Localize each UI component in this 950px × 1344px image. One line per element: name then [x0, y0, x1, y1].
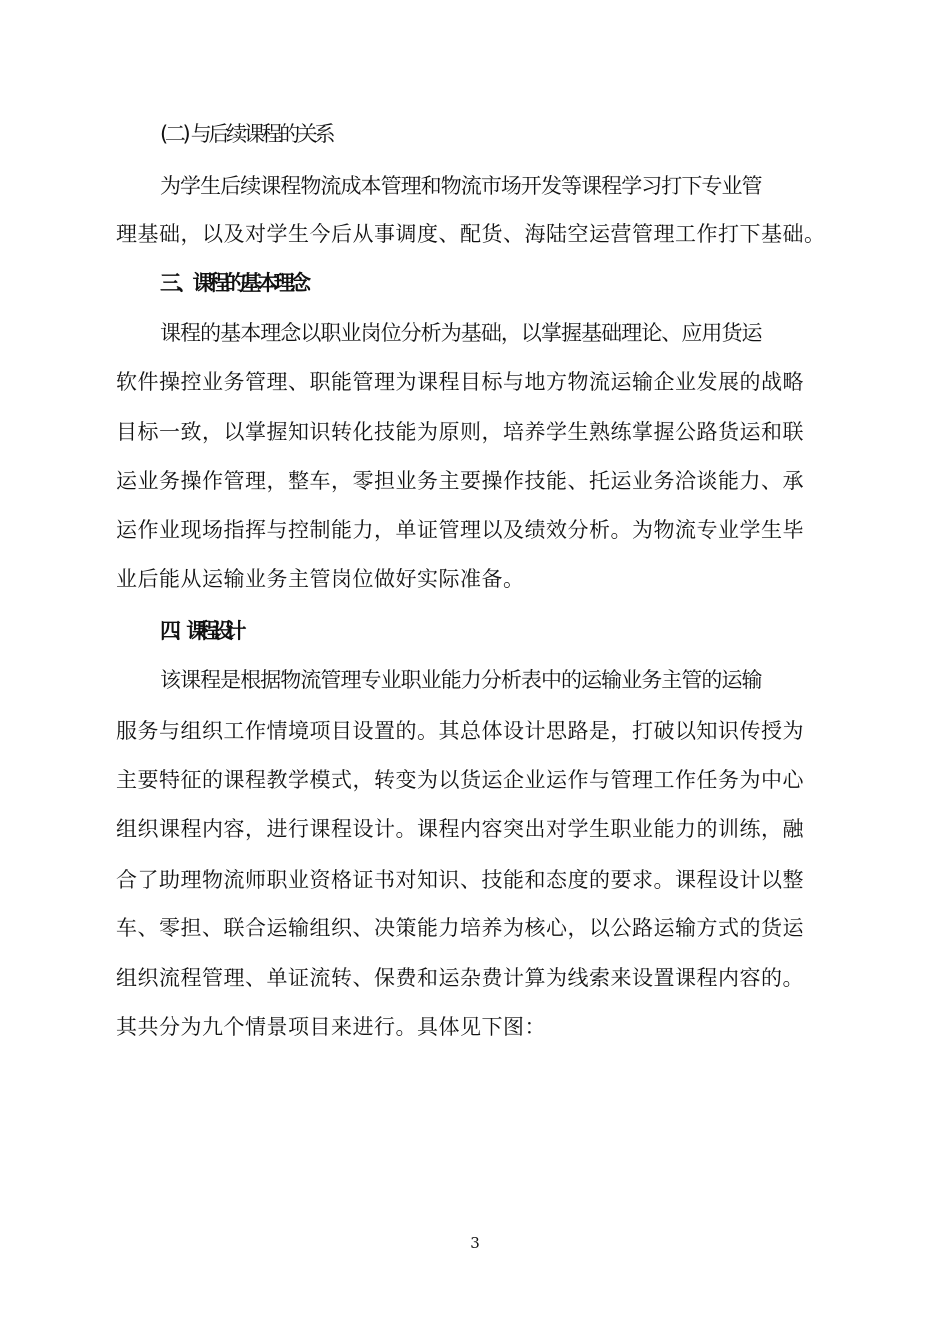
- paragraph-line: 课程的基本理念以职业岗位分析为基础，以掌握基础理论、应用货运: [160, 321, 762, 345]
- paragraph-line: 软件操控业务管理、职能管理为课程目标与地方物流运输企业发展的战略: [116, 370, 804, 394]
- paragraph-line: 其共分为九个情景项目来进行。具体见下图：: [116, 1015, 546, 1039]
- paragraph-line: 运业务操作管理，整车，零担业务主要操作技能、托运业务洽谈能力、承: [116, 469, 804, 493]
- paragraph-line: 组织课程内容，进行课程设计。课程内容突出对学生职业能力的训练，融: [116, 817, 804, 841]
- paragraph-line: 服务与组织工作情境项目设置的。其总体设计思路是，打破以知识传授为: [116, 719, 804, 743]
- paragraph-line: 业后能从运输业务主管岗位做好实际准备。: [116, 567, 525, 591]
- paragraph-line: 目标一致，以掌握知识转化技能为原则，培养学生熟练掌握公路货运和联: [116, 420, 804, 444]
- subheading-relation: (二) 与后续课程的关系: [160, 122, 333, 146]
- page-number: 3: [470, 1234, 480, 1252]
- paragraph-line: 组织流程管理、单证流转、保费和运杂费计算为线索来设置课程内容的。: [116, 966, 804, 990]
- paragraph-line: 该课程是根据物流管理专业职业能力分析表中的运输业务主管的运输: [160, 668, 762, 692]
- paragraph-line: 理基础，以及对学生今后从事调度、配货、海陆空运营管理工作打下基础。: [116, 222, 826, 246]
- paragraph-line: 运作业现场指挥与控制能力，单证管理以及绩效分析。为物流专业学生毕: [116, 518, 804, 542]
- section-heading-basic-concept: 三、课程的基本理念: [160, 271, 307, 295]
- paragraph-line: 合了助理物流师职业资格证书对知识、技能和态度的要求。课程设计以整: [116, 868, 804, 892]
- paragraph-line: 主要特征的课程教学模式，转变为以货运企业运作与管理工作任务为中心: [116, 768, 804, 792]
- paragraph-line: 为学生后续课程物流成本管理和物流市场开发等课程学习打下专业管: [160, 174, 762, 198]
- section-heading-course-design: 四、课程设计: [160, 619, 239, 643]
- paragraph-line: 车、零担、联合运输组织、决策能力培养为核心，以公路运输方式的货运: [116, 916, 804, 940]
